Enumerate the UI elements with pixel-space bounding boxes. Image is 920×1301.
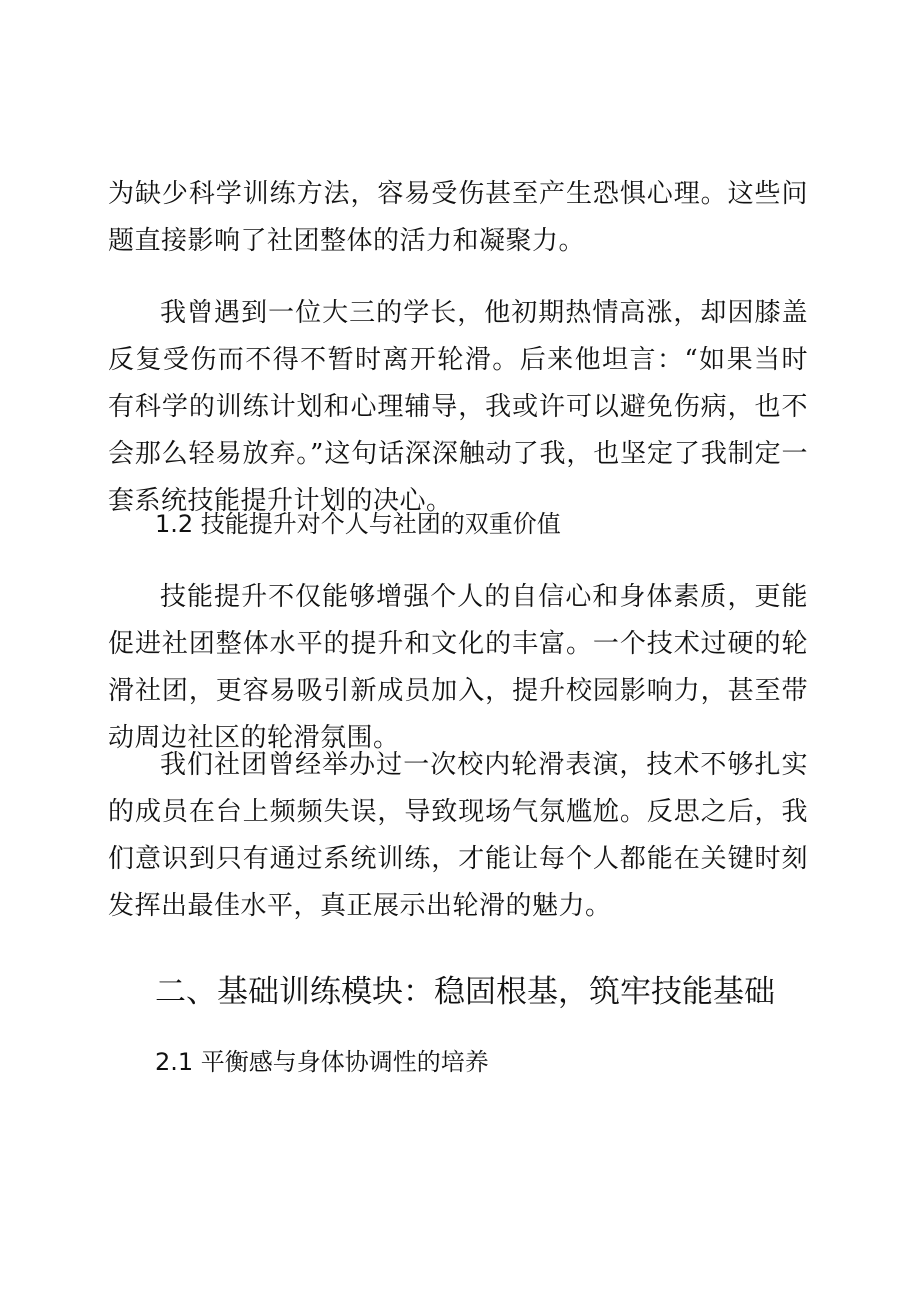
section-heading-2-1: 2.1 平衡感与身体协调性的培养 [155, 1048, 489, 1076]
paragraph-performance-reflection: 我们社团曾经举办过一次校内轮滑表演，技术不够扎实的成员在台上频频失误，导致现场气氛尴尬。反思之后，我们意识到只有通过系统训练，才能让每个人都能在关键时刻发挥出最佳水平，真正展示出轮滑的魅力。 [108, 750, 808, 921]
paragraph-skill-value: 技能提升不仅能够增强个人的自信心和身体素质，更能促进社团整体水平的提升和文化的丰富。一个技术过硬的轮滑社团，更容易吸引新成员加入，提升校园影响力，甚至带动周边社区的轮滑氛围。 [108, 582, 808, 753]
paragraph-continued: 为缺少科学训练方法，容易受伤甚至产生恐惧心理。这些问题直接影响了社团整体的活力和凝聚力。 [108, 179, 808, 256]
section-heading-1-2: 1.2 技能提升对个人与社团的双重价值 [155, 510, 561, 538]
chapter-heading-2: 二、基础训练模块：稳固根基，筑牢技能基础 [155, 974, 775, 1010]
paragraph-senior-story: 我曾遇到一位大三的学长，他初期热情高涨，却因膝盖反复受伤而不得不暂时离开轮滑。后来他坦言：“如果当时有科学的训练计划和心理辅导，我或许可以避免伤病，也不会那么轻易放弃。”这句话深深触动了我，也坚定了我制定一套系统技能提升计划的决心。 [108, 298, 808, 516]
